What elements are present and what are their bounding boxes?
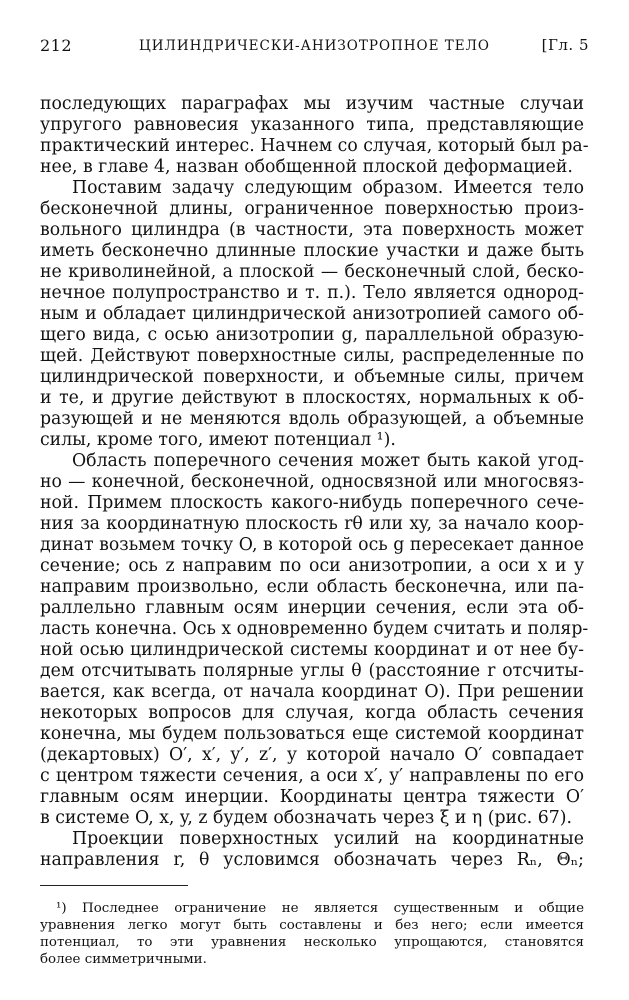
text-line: главным осям инерции. Координаты центра тяжести O′ <box>40 787 584 807</box>
footnote-divider <box>40 885 188 886</box>
text-line: (декартовых) O′, x′, y′, z′, у которой начало O′ совпадает <box>40 745 584 765</box>
text-line: раллельно главным осям инерции сечения, если эта об- <box>40 598 584 618</box>
text-line: ной. Примем плоскость какого-нибудь поперечного сече- <box>40 493 584 513</box>
text-line: но — конечной, бесконечной, односвязной или многосвяз- <box>40 472 584 492</box>
text-line: силы, кроме того, имеют потенциал ¹). <box>40 430 396 450</box>
text-line: цилиндрической поверхности, и объемные силы, причем <box>40 367 584 387</box>
text-line: некоторых вопросов для случая, когда область сечения <box>40 703 584 723</box>
page-number: 212 <box>40 36 73 55</box>
text-line: и те, и другие действуют в плоскостях, нормальных к об- <box>40 388 584 408</box>
text-line: щей. Действуют поверхностные силы, распределенные по <box>40 346 584 366</box>
footnote-line: потенциал, то эти уравнения несколько упрощаются, становятся <box>40 935 584 950</box>
footnote-line: ¹) Последнее ограничение не является существенным и общие <box>56 901 584 916</box>
text-line: последующих параграфах мы изучим частные случаи <box>40 94 584 114</box>
text-line: щего вида, с осью анизотропии g, параллельной образую- <box>40 325 584 345</box>
text-line: ной осью цилиндрической системы координат и от нее бу- <box>40 640 584 660</box>
text-line: упругого равновесия указанного типа, представляющие <box>40 115 584 135</box>
text-line: Поставим задачу следующим образом. Имеется тело <box>72 178 584 198</box>
running-title: ЦИЛИНДРИЧЕСКИ-АНИЗОТРОПНОЕ ТЕЛО <box>139 38 490 54</box>
chapter-label: [Гл. 5 <box>541 36 589 54</box>
footnote-line: уравнения легко могут быть составлены и без него; если имеется <box>40 918 584 933</box>
text-line: вается, как всегда, от начала координат O). При решении <box>40 682 584 702</box>
text-line: ным и обладает цилиндрической анизотропией самого об- <box>40 304 584 324</box>
text-line: Проекции поверхностных усилий на координатные <box>72 829 584 849</box>
text-line: сечение; ось z направим по оси анизотропии, а оси x и y <box>40 556 584 576</box>
text-line: вольного цилиндра (в частности, эта поверхность может <box>40 220 584 240</box>
text-line: разующей и не меняются вдоль образующей, а объемные <box>40 409 584 429</box>
text-line: не криволинейной, а плоской — бесконечный слой, беско- <box>40 262 584 282</box>
text-line: направим произвольно, если область бесконечна, или па- <box>40 577 584 597</box>
text-line: иметь бесконечно длинные плоские участки и даже быть <box>40 241 584 261</box>
footnote-line: более симметричными. <box>40 952 207 967</box>
text-line: бесконечной длины, ограниченное поверхностью произ- <box>40 199 584 219</box>
text-line: нее, в главе 4, назван обобщенной плоской деформацией. <box>40 157 573 177</box>
text-line: Область поперечного сечения может быть какой угод- <box>72 451 584 471</box>
text-line: с центром тяжести сечения, а оси x′, y′ направлены по его <box>40 766 584 786</box>
text-line: конечна, мы будем пользоваться еще системой координат <box>40 724 584 744</box>
text-line: практический интерес. Начнем со случая, который был ра- <box>40 136 589 156</box>
text-line: нечное полупространство и т. п.). Тело является однород- <box>40 283 584 303</box>
text-line: ния за координатную плоскость rθ или xy, за начало коор- <box>40 514 584 534</box>
text-line: дем отсчитывать полярные углы θ (расстояние r отсчиты- <box>40 661 584 681</box>
text-line: направления r, θ условимся обозначать через Rₙ, Θₙ; <box>40 850 584 870</box>
page-header <box>40 36 589 60</box>
text-line: в системе O, x, y, z будем обозначать через ξ и η (рис. 67). <box>40 808 572 828</box>
text-line: ласть конечна. Ось x одновременно будем считать и поляр- <box>40 619 589 639</box>
text-line: динат возьмем точку O, в которой ось g пересекает данное <box>40 535 584 555</box>
